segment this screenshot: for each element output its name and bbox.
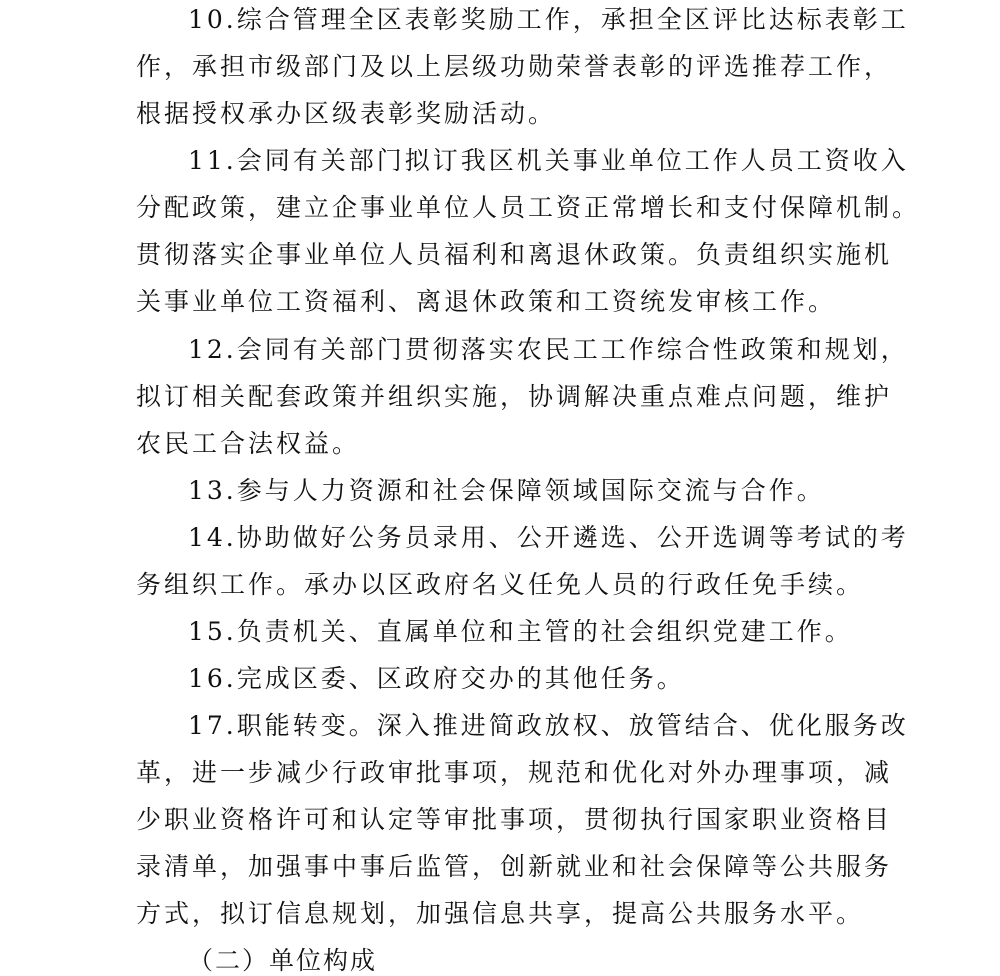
item-10-line-2: 作，承担市级部门及以上层级功勋荣誉表彰的评选推荐工作， — [136, 52, 893, 81]
item-15-line-1: 15.负责机关、直属单位和主管的社会组织党建工作。 — [188, 617, 853, 646]
item-10-line-1: 10.综合管理全区表彰奖励工作，承担全区评比达标表彰工 — [188, 5, 909, 34]
item-11-line-1: 11.会同有关部门拟订我区机关事业单位工作人员工资收入 — [188, 146, 909, 175]
item-17-line-4: 录清单，加强事中事后监管，创新就业和社会保障等公共服务 — [136, 852, 893, 881]
item-12-line-1: 12.会同有关部门贯彻落实农民工工作综合性政策和规划， — [188, 335, 909, 364]
item-14-line-1: 14.协助做好公务员录用、公开遴选、公开选调等考试的考 — [188, 523, 909, 552]
item-17-line-5: 方式，拟订信息规划，加强信息共享，提高公共服务水平。 — [136, 899, 865, 928]
item-17-line-2: 革，进一步减少行政审批事项，规范和优化对外办理事项，减 — [136, 758, 893, 787]
item-17-line-3: 少职业资格许可和认定等审批事项，贯彻执行国家职业资格目 — [136, 805, 893, 834]
item-17-line-1: 17.职能转变。深入推进简政放权、放管结合、优化服务改 — [188, 711, 909, 740]
item-13-line-1: 13.参与人力资源和社会保障领域国际交流与合作。 — [188, 476, 825, 505]
item-16-line-1: 16.完成区委、区政府交办的其他任务。 — [188, 664, 685, 693]
section-heading-unit-composition: （二）单位构成 — [188, 946, 378, 975]
item-11-line-3: 贯彻落实企事业单位人员福利和离退休政策。负责组织实施机 — [136, 240, 893, 269]
item-11-line-4: 关事业单位工资福利、离退休政策和工资统发审核工作。 — [136, 287, 837, 316]
item-12-line-3: 农民工合法权益。 — [136, 429, 361, 458]
item-11-line-2: 分配政策，建立企事业单位人员工资正常增长和支付保障机制。 — [136, 193, 921, 222]
item-14-line-2: 务组织工作。承办以区政府名义任免人员的行政任免手续。 — [136, 570, 865, 599]
item-12-line-2: 拟订相关配套政策并组织实施，协调解决重点难点问题，维护 — [136, 382, 893, 411]
item-10-line-3: 根据授权承办区级表彰奖励活动。 — [136, 99, 557, 128]
